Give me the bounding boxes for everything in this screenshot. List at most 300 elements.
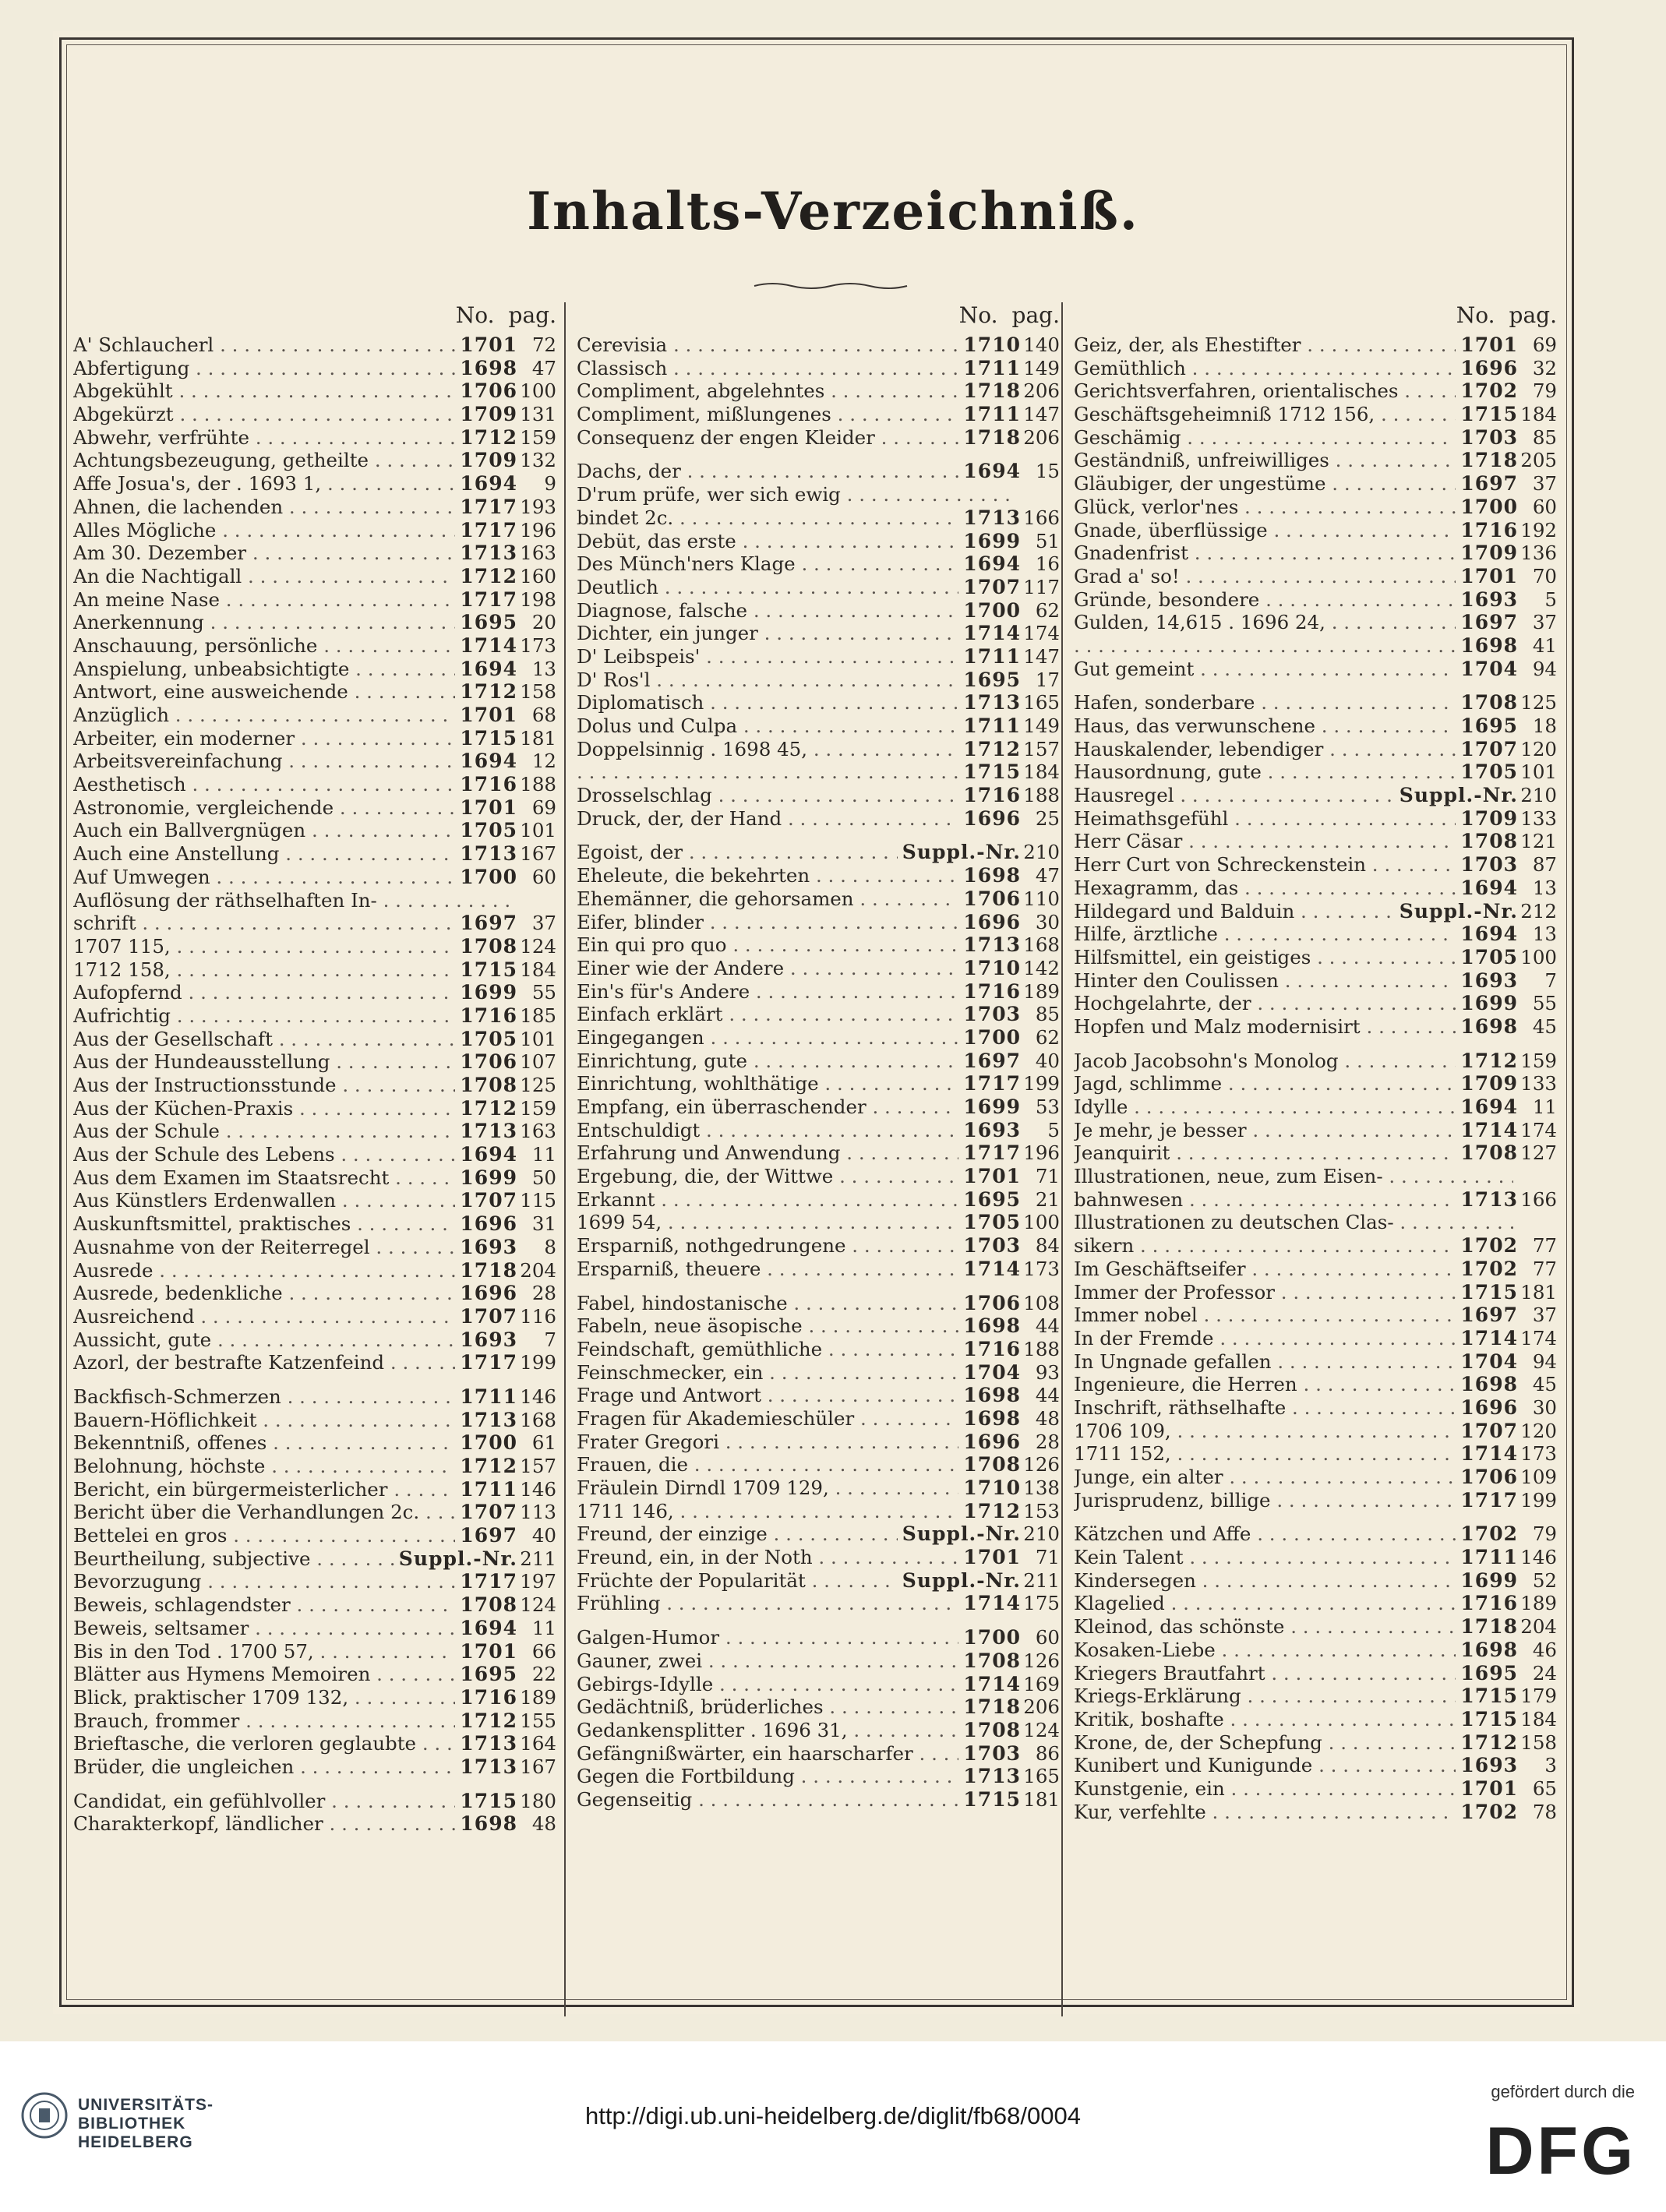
entry-title: Herr Curt von Schreckenstein . . . <box>1074 853 1456 877</box>
entry-number: Suppl.-Nr. <box>902 1568 1021 1592</box>
index-entry <box>73 1617 556 1640</box>
index-entry <box>577 1258 1060 1281</box>
index-entry <box>1074 1141 1557 1165</box>
entry-title: Affe Josua's, der . 1693 1, . . . <box>73 472 455 496</box>
entry-page: 206 <box>1023 379 1060 403</box>
section-gap <box>1074 1512 1557 1522</box>
index-entry <box>577 1003 1060 1026</box>
entry-page: 108 <box>1023 1291 1060 1314</box>
entry-title: Jurisprudenz, billige . . . <box>1074 1489 1456 1512</box>
entry-page: 188 <box>1023 1337 1060 1360</box>
entry-number: 1711 <box>963 644 1021 668</box>
entry-number: 1717 <box>460 1351 517 1374</box>
entry-number: 1693 <box>460 1328 517 1351</box>
entry-title: Beurtheilung, subjective . . . <box>73 1547 394 1571</box>
entry-title: Jagd, schlimme . . . <box>1074 1072 1456 1095</box>
column-divider <box>1061 302 1063 2016</box>
entry-title: Gnadenfrist . . . <box>1074 542 1456 565</box>
entry-number: 1714 <box>1460 1118 1518 1141</box>
entry-page: 188 <box>520 773 556 796</box>
entry-number: 1696 <box>1460 1395 1518 1419</box>
entry-number: 1709 <box>1460 806 1518 830</box>
index-entry <box>1074 1211 1557 1234</box>
section-gap <box>577 1281 1060 1292</box>
index-entry <box>1074 1522 1557 1546</box>
entry-title: 1707 115, . . . <box>73 935 455 958</box>
entry-page: 69 <box>531 796 556 819</box>
entry-title: Brüder, die ungleichen . . . <box>73 1755 455 1779</box>
entry-page: 184 <box>520 958 556 981</box>
index-entry <box>577 691 1060 714</box>
entry-number: 1694 <box>460 750 517 773</box>
entry-number: 1716 <box>460 773 517 796</box>
index-entry <box>577 1719 1060 1742</box>
entry-number: 1714 <box>963 1257 1021 1280</box>
entry-page: 211 <box>1023 1568 1060 1592</box>
entry-title: Bericht, ein bürgermeisterlicher . . . <box>73 1478 455 1501</box>
entry-page: 155 <box>520 1709 556 1732</box>
entry-page: 127 <box>1520 1141 1557 1165</box>
entry-title: Aus der Schule des Lebens . . . <box>73 1143 455 1166</box>
index-entry <box>73 1755 556 1779</box>
entry-page: 181 <box>1023 1787 1060 1811</box>
entry-title: Gegenseitig . . . <box>577 1788 958 1812</box>
entry-title: Kritik, boshafte . . . <box>1074 1708 1456 1731</box>
entry-number: 1713 <box>460 842 517 866</box>
entry-title: Einrichtung, wohlthätige . . . <box>577 1072 958 1095</box>
entry-title: Gut gemeint . . . <box>1074 658 1456 681</box>
entry-title: Hildegard und Balduin . . . <box>1074 900 1395 923</box>
entry-page: 37 <box>1532 611 1557 634</box>
entry-number: 1709 <box>1460 542 1518 565</box>
entry-title: Aus der Hundeausstellung . . . <box>73 1050 455 1074</box>
entry-number: 1718 <box>460 1258 517 1282</box>
entry-page: 192 <box>1520 518 1557 542</box>
index-entry <box>1074 900 1557 923</box>
entry-title: Diplomatisch . . . <box>577 691 958 714</box>
entry-number: 1713 <box>963 506 1021 529</box>
index-entry <box>73 1732 556 1755</box>
index-entry <box>577 552 1060 576</box>
entry-page: 5 <box>1544 587 1557 611</box>
entry-page: 185 <box>520 1004 556 1027</box>
index-entry <box>73 1547 556 1571</box>
entry-page: 15 <box>1035 460 1060 483</box>
index-entry <box>1074 1420 1557 1443</box>
entry-number: 1716 <box>1460 1592 1518 1615</box>
entry-number: 1716 <box>460 1685 517 1709</box>
index-entry <box>577 1050 1060 1073</box>
entry-number: 1708 <box>963 1718 1021 1741</box>
entry-number: 1707 <box>460 1189 517 1212</box>
index-entry <box>73 1385 556 1409</box>
entry-title: Empfang, ein überraschender . . . <box>577 1095 958 1119</box>
entry-title: Blick, praktischer 1709 132, . . . <box>73 1686 455 1709</box>
index-entry <box>577 933 1060 957</box>
entry-page: 45 <box>1532 1373 1557 1396</box>
index-entry <box>1074 1281 1557 1304</box>
entry-title: Ersparniß, theuere . . . <box>577 1258 958 1281</box>
entry-page: 149 <box>1023 714 1060 737</box>
index-entry <box>577 1026 1060 1050</box>
entry-title: A' Schlaucherl . . . <box>73 333 455 357</box>
index-entry <box>1074 1072 1557 1095</box>
page-title: Inhalts-Verzeichniß. <box>527 181 1139 242</box>
entry-title: D' Leibspeis' . . . <box>577 645 958 669</box>
entry-title: Doppelsinnig . 1698 45, . . . <box>577 738 958 761</box>
index-entry <box>73 750 556 773</box>
index-entry <box>577 1072 1060 1095</box>
entry-title: Fräulein Dirndl 1709 129, . . . <box>577 1476 958 1500</box>
entry-number: 1709 <box>460 449 517 472</box>
entry-title: Anspielung, unbeabsichtigte . . . <box>73 658 455 681</box>
entry-number: 1715 <box>1460 1685 1518 1708</box>
index-entry <box>73 1640 556 1663</box>
index-entry <box>577 333 1060 357</box>
entry-number: 1701 <box>963 1546 1021 1569</box>
entry-page: 37 <box>531 912 556 935</box>
entry-page: 60 <box>1035 1626 1060 1649</box>
entry-page: 168 <box>1023 933 1060 957</box>
entry-title: Heimathsgefühl . . . <box>1074 807 1456 831</box>
entry-number: 1706 <box>460 1050 517 1074</box>
entry-page: 159 <box>520 1096 556 1120</box>
entry-page: 55 <box>531 981 556 1004</box>
entry-number: 1696 <box>963 910 1021 933</box>
entry-page: 77 <box>1532 1257 1557 1280</box>
entry-title: Debüt, das erste . . . <box>577 530 958 553</box>
entry-page: 7 <box>1544 968 1557 992</box>
entry-title: Aus der Gesellschaft . . . <box>73 1028 455 1051</box>
entry-title: Ehemänner, die gehorsamen . . . <box>577 887 958 911</box>
index-column-1 <box>73 302 556 1836</box>
entry-page: 159 <box>1520 1049 1557 1072</box>
entry-title: Im Geschäftseifer . . . <box>1074 1258 1456 1281</box>
index-entry <box>1074 542 1557 565</box>
entry-number: 1708 <box>1460 1141 1518 1165</box>
entry-number: 1695 <box>460 1663 517 1686</box>
entry-page: 13 <box>1532 923 1557 946</box>
index-entry <box>73 1120 556 1143</box>
index-entry <box>73 680 556 704</box>
entry-title: Hausordnung, gute . . . <box>1074 760 1456 784</box>
entry-number: 1694 <box>460 1616 517 1639</box>
title-ornament <box>753 280 909 291</box>
entry-title: Abwehr, verfrühte . . . <box>73 426 455 450</box>
index-entry <box>1074 992 1557 1015</box>
index-entry <box>577 1453 1060 1476</box>
index-entry <box>577 1292 1060 1315</box>
entry-page: 174 <box>1023 622 1060 645</box>
entry-number: 1716 <box>963 1337 1021 1360</box>
index-entry <box>73 1663 556 1686</box>
index-entry <box>577 426 1060 450</box>
header-pag: pag. <box>508 302 556 328</box>
entry-title: 1699 54, . . . <box>577 1211 958 1234</box>
index-entry <box>1074 969 1557 993</box>
index-entry <box>1074 1234 1557 1258</box>
entry-number: 1693 <box>1460 587 1518 611</box>
entry-page: 204 <box>520 1258 556 1282</box>
entry-page: 158 <box>520 680 556 704</box>
index-entry <box>73 1409 556 1432</box>
entry-number: 1710 <box>963 333 1021 356</box>
index-entry <box>577 1546 1060 1569</box>
entry-page: 193 <box>520 495 556 518</box>
entry-title: Kindersegen . . . <box>1074 1569 1456 1593</box>
index-entry <box>73 1236 556 1259</box>
entry-title: Erkannt . . . <box>577 1188 958 1212</box>
entry-title: Inschrift, räthselhafte . . . <box>1074 1396 1456 1420</box>
index-entry <box>73 1501 556 1524</box>
entry-number: 1698 <box>1460 1014 1518 1038</box>
entry-title: Geschäftsgeheimniß 1712 156, . . . <box>1074 403 1456 426</box>
entry-title: An meine Nase . . . <box>73 588 455 612</box>
university-line: BIBLIOTHEK <box>78 2115 186 2133</box>
entry-page: 16 <box>1035 552 1060 576</box>
entry-number: 1696 <box>460 1212 517 1236</box>
entry-page: 107 <box>520 1050 556 1074</box>
index-entry <box>1074 1442 1557 1466</box>
entry-page: 101 <box>1520 760 1557 784</box>
header-no: No. <box>958 302 998 328</box>
entry-number: 1700 <box>963 1626 1021 1649</box>
entry-page: 66 <box>531 1639 556 1663</box>
index-entry <box>73 935 556 958</box>
entry-title: Anschauung, persönliche . . . <box>73 634 455 658</box>
entry-page: 40 <box>531 1524 556 1547</box>
entry-title: Abgekürzt . . . <box>73 403 455 426</box>
entry-page: 5 <box>1047 1118 1060 1141</box>
entry-page: 47 <box>1035 864 1060 887</box>
entry-number: 1711 <box>963 356 1021 379</box>
entry-page: 174 <box>1520 1326 1557 1349</box>
entry-page: 168 <box>520 1408 556 1431</box>
entry-number: 1711 <box>1460 1546 1518 1569</box>
entry-title: Kosaken-Liebe . . . <box>1074 1639 1456 1662</box>
entry-title: Arbeitsvereinfachung . . . <box>73 750 455 773</box>
index-entry <box>73 449 556 472</box>
entry-page: 84 <box>1035 1234 1060 1258</box>
entry-page: 62 <box>1035 1025 1060 1049</box>
entry-page: 212 <box>1520 899 1557 923</box>
entry-page: 53 <box>1035 1095 1060 1118</box>
entry-number: 1713 <box>963 691 1021 714</box>
entry-number: 1708 <box>1460 830 1518 853</box>
entry-number: 1697 <box>460 1524 517 1547</box>
section-gap <box>577 830 1060 841</box>
entry-number: 1703 <box>1460 425 1518 449</box>
entry-page: 115 <box>520 1189 556 1212</box>
entry-number: 1704 <box>1460 657 1518 680</box>
index-entry <box>577 1476 1060 1500</box>
entry-page: 140 <box>1023 333 1060 356</box>
source-url-link[interactable]: http://digi.ub.uni-heidelberg.de/diglit/fb68/0004 <box>585 2102 1081 2129</box>
entry-page: 188 <box>1023 784 1060 807</box>
entry-title: Haus, das verwunschene . . . <box>1074 714 1456 738</box>
entry-page: 100 <box>520 379 556 403</box>
index-entry <box>73 1524 556 1547</box>
entry-number: 1697 <box>1460 472 1518 496</box>
entry-page: 61 <box>531 1431 556 1455</box>
entry-title: Drosselschlag . . . <box>577 784 958 807</box>
index-entry <box>1074 1569 1557 1593</box>
entry-page: 175 <box>1023 1592 1060 1615</box>
entry-number: 1718 <box>963 425 1021 449</box>
index-entry <box>577 1384 1060 1407</box>
index-entry <box>1074 691 1557 714</box>
index-column-3 <box>1074 302 1557 1823</box>
index-entry <box>577 1141 1060 1165</box>
column-divider <box>564 302 566 2016</box>
entry-title: Auch ein Ballvergnügen . . . <box>73 819 455 842</box>
entry-number: 1710 <box>963 1476 1021 1499</box>
entry-title: Erfahrung und Anwendung . . . <box>577 1141 958 1165</box>
entry-title: Hopfen und Malz modernisirt . . . <box>1074 1015 1456 1039</box>
entry-page: 169 <box>1023 1672 1060 1695</box>
entry-page: 44 <box>1035 1314 1060 1338</box>
entry-number: 1705 <box>963 1211 1021 1234</box>
entry-page: 30 <box>1035 910 1060 933</box>
index-entry <box>73 403 556 426</box>
entry-title: Abgekühlt . . . <box>73 379 455 403</box>
entry-number: 1706 <box>963 887 1021 910</box>
index-entry <box>1074 1165 1557 1188</box>
entry-page: 13 <box>1532 876 1557 899</box>
entry-page: 94 <box>1532 657 1557 680</box>
index-entry <box>73 611 556 634</box>
index-entry <box>1074 760 1557 784</box>
entry-page: 149 <box>1023 356 1060 379</box>
entry-number: 1718 <box>963 1695 1021 1719</box>
entry-page: 85 <box>1532 425 1557 449</box>
entry-title: Freund, ein, in der Noth . . . <box>577 1546 958 1569</box>
index-entry <box>1074 853 1557 877</box>
entry-page: 124 <box>520 1593 556 1617</box>
entry-page: 93 <box>1035 1360 1060 1384</box>
section-gap <box>1074 1039 1557 1050</box>
entry-number: 1701 <box>460 333 517 356</box>
index-entry <box>73 542 556 565</box>
entry-number: 1712 <box>460 1096 517 1120</box>
entry-number: 1693 <box>1460 968 1518 992</box>
entry-page: 121 <box>1520 830 1557 853</box>
index-entry <box>1074 784 1557 807</box>
entry-page: 28 <box>1035 1430 1060 1453</box>
entry-title: Gulden, 14,615 . 1696 24, . . . <box>1074 611 1456 634</box>
index-entry <box>73 357 556 380</box>
entry-number: 1705 <box>460 1027 517 1050</box>
index-entry <box>73 704 556 727</box>
entry-number: 1702 <box>1460 1234 1518 1258</box>
entry-title: Grad a' so! . . . <box>1074 565 1456 588</box>
entry-page: 166 <box>1520 1187 1557 1211</box>
index-entry <box>1074 357 1557 380</box>
entry-page: 189 <box>520 1685 556 1709</box>
entry-number: 1712 <box>1460 1049 1518 1072</box>
entry-title: Ausrede, bedenkliche . . . <box>73 1282 455 1305</box>
index-entry <box>73 727 556 750</box>
entry-number: 1701 <box>460 704 517 726</box>
entry-page: 37 <box>1532 472 1557 496</box>
entry-title: Bis in den Tod . 1700 57, . . . <box>73 1640 455 1663</box>
entry-number: 1711 <box>460 1477 517 1501</box>
entry-number: 1716 <box>963 784 1021 807</box>
entry-page: 211 <box>520 1547 556 1570</box>
index-entry <box>577 1431 1060 1454</box>
entry-title: Aesthetisch . . . <box>73 773 455 796</box>
entry-title: Eifer, blinder . . . <box>577 911 958 934</box>
index-entry <box>577 807 1060 831</box>
entry-title: schrift . . . <box>73 912 455 935</box>
entry-title: Charakterkopf, ländlicher . . . <box>73 1812 455 1836</box>
entry-number: 1701 <box>460 1639 517 1663</box>
entry-page: 12 <box>531 750 556 773</box>
entry-title: Compliment, abgelehntes . . . <box>577 379 958 403</box>
entry-number: 1709 <box>1460 1072 1518 1095</box>
header-pag: pag. <box>1509 302 1557 328</box>
entry-page: 136 <box>1520 542 1557 565</box>
index-entry <box>1074 379 1557 403</box>
entry-page: 167 <box>520 1755 556 1778</box>
entry-number: 1698 <box>1460 1638 1518 1661</box>
index-entry <box>577 622 1060 645</box>
entry-page: 125 <box>1520 691 1557 714</box>
entry-page: 8 <box>544 1235 556 1258</box>
entry-title: Gedächtniß, brüderliches . . . <box>577 1695 958 1719</box>
entry-page: 184 <box>1023 760 1060 784</box>
index-entry <box>73 426 556 450</box>
entry-page: 158 <box>1520 1730 1557 1754</box>
entry-title: Einrichtung, gute . . . <box>577 1050 958 1073</box>
index-entry <box>73 1328 556 1352</box>
entry-title: Bauern-Höflichkeit . . . <box>73 1409 455 1432</box>
index-entry <box>73 1305 556 1328</box>
entry-title: Brauch, frommer . . . <box>73 1709 455 1733</box>
entry-page: 85 <box>1035 1003 1060 1026</box>
index-entry <box>577 1695 1060 1719</box>
entry-page: 173 <box>1023 1257 1060 1280</box>
index-entry <box>1074 1327 1557 1350</box>
entry-page: 60 <box>1532 495 1557 518</box>
entry-title: Jeanquirit . . . <box>1074 1141 1456 1165</box>
entry-number: 1712 <box>1460 1730 1518 1754</box>
entry-number: 1717 <box>460 495 517 518</box>
entry-page: 3 <box>1544 1754 1557 1777</box>
entry-number: 1709 <box>460 403 517 426</box>
dfg-logo: DFG <box>1485 2114 1636 2189</box>
index-entry <box>577 1314 1060 1338</box>
entry-title: Beweis, seltsamer . . . <box>73 1617 455 1640</box>
section-gap <box>73 1779 556 1790</box>
entry-number: 1712 <box>460 564 517 587</box>
entry-number: 1713 <box>963 1765 1021 1788</box>
entry-page: 146 <box>520 1385 556 1408</box>
entry-title: Gefängnißwärter, ein haarscharfer . . . <box>577 1742 958 1766</box>
entry-number: 1704 <box>1460 1349 1518 1373</box>
index-entry <box>73 958 556 982</box>
entry-page: 71 <box>1035 1546 1060 1569</box>
entry-page: 50 <box>531 1166 556 1189</box>
entry-page: 62 <box>1035 598 1060 622</box>
entry-title: Auf Umwegen . . . <box>73 866 455 889</box>
entry-page: 160 <box>520 564 556 587</box>
entry-title: Bevorzugung . . . <box>73 1570 455 1593</box>
index-entry <box>1074 519 1557 542</box>
entry-title: Je mehr, je besser . . . <box>1074 1119 1456 1142</box>
entry-title: Aufrichtig . . . <box>73 1004 455 1028</box>
entry-number: 1701 <box>1460 1776 1518 1800</box>
